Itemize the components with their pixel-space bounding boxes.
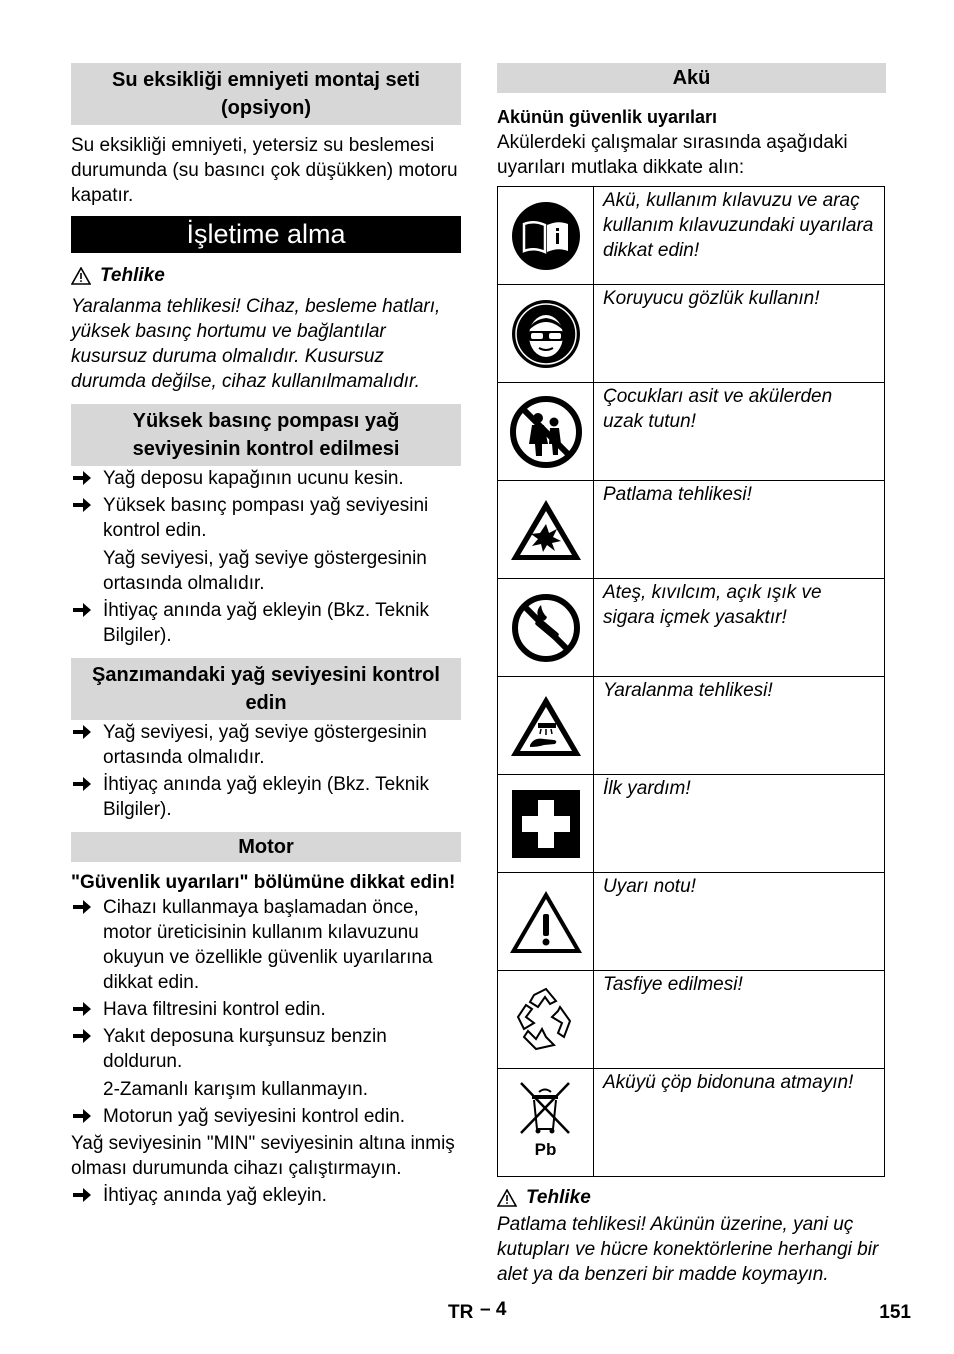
right-column	[497, 63, 886, 1287]
pump-oil-steps	[71, 466, 461, 543]
no-fire-icon	[511, 593, 581, 663]
no-children-icon	[508, 394, 584, 470]
warning-triangle-icon	[497, 1189, 517, 1207]
arrow-icon	[73, 470, 91, 486]
pump-oil-note: Yağ seviyesi, yağ seviye göstergesinin ortasında olmalıdır.	[103, 548, 427, 594]
symbol-text: Uyarı notu!	[594, 873, 885, 971]
warning-triangle-icon	[71, 267, 91, 285]
list-item: İhtiyaç anında yağ ekleyin (Bkz. Teknik Bilgiler).	[71, 772, 461, 822]
page-number: 151	[879, 1302, 911, 1323]
section-heading-battery: Akü	[497, 63, 886, 93]
arrow-icon	[73, 497, 91, 513]
symbol-text: Aküyü çöp bidonuna atmayın!	[594, 1069, 885, 1177]
list-item: İhtiyaç anında yağ ekleyin.	[71, 1183, 461, 1208]
danger-label	[71, 263, 461, 288]
motor-steps-3	[71, 1183, 461, 1208]
danger-label-battery	[497, 1185, 886, 1210]
recycle-icon	[510, 985, 582, 1055]
danger-label-text: Tehlike	[100, 265, 165, 286]
battery-intro: Akülerdeki çalışmalar sırasında aşağıdaki uyarıları mutlaka dikkate alın:	[497, 132, 848, 178]
language-code: TR	[448, 1302, 474, 1323]
arrow-icon	[73, 1187, 91, 1203]
danger-label-text: Tehlike	[526, 1187, 591, 1208]
arrow-icon	[73, 602, 91, 618]
section-heading-water-safety: Su eksikliği emniyeti montaj seti (opsiyon)	[71, 63, 461, 125]
section-heading-pump-oil: Yüksek basınç pompası yağ seviyesinin kontrol edilmesi	[71, 404, 461, 466]
table-row	[498, 383, 885, 481]
battery-symbol-table	[497, 186, 885, 1177]
arrow-icon	[73, 776, 91, 792]
symbol-cell	[498, 677, 594, 775]
list-item: İhtiyaç anında yağ ekleyin (Bkz. Teknik Bilgiler).	[71, 598, 461, 648]
table-row	[498, 285, 885, 383]
water-safety-text: Su eksikliği emniyeti, yetersiz su beslemesi durumunda (su basıncı çok düşükken) motoru kapatır.	[71, 135, 458, 206]
table-row	[498, 677, 885, 775]
symbol-text: Tasfiye edilmesi!	[594, 971, 885, 1069]
symbol-cell	[498, 1069, 594, 1177]
main-heading: İşletime alma	[71, 216, 461, 253]
list-item: Yağ seviyesi, yağ seviye göstergesinin ortasında olmalıdır.	[71, 720, 461, 770]
table-row	[498, 775, 885, 873]
arrow-icon	[73, 1028, 91, 1044]
symbol-text: Ateş, kıvılcım, açık ışık ve sigara içmek yasaktır!	[594, 579, 885, 677]
symbol-cell	[498, 383, 594, 481]
manual-icon	[510, 200, 582, 272]
symbol-text: Çocukları asit ve akülerden uzak tutun!	[594, 383, 885, 481]
symbol-text: Patlama tehlikesi!	[594, 481, 885, 579]
battery-subtitle: Akünün güvenlik uyarıları	[497, 107, 718, 127]
symbol-cell	[498, 971, 594, 1069]
symbol-cell	[498, 481, 594, 579]
motor-steps-2	[71, 1104, 461, 1129]
symbol-cell	[498, 775, 594, 873]
section-heading-motor: Motor	[71, 832, 461, 862]
list-item: Yakıt deposuna kurşunsuz benzin doldurun.	[71, 1024, 461, 1074]
symbol-cell	[498, 187, 594, 285]
list-item: Cihazı kullanmaya başlamadan önce, motor üreticisinin kullanım kılavuzunu okuyun ve özellikle güvenlik uyarılarına dikkat edin.	[71, 895, 461, 995]
list-item: Yüksek basınç pompası yağ seviyesini kontrol edin.	[71, 493, 461, 543]
list-item: Hava filtresini kontrol edin.	[71, 997, 461, 1022]
symbol-text: İlk yardım!	[594, 775, 885, 873]
table-row	[498, 481, 885, 579]
symbol-text: Yaralanma tehlikesi!	[594, 677, 885, 775]
danger-text: Yaralanma tehlikesi! Cihaz, besleme hatları, yüksek basınç hortumu ve bağlantılar kusursuz duruma olmalıdır. Kusursuz durumda değilse, cihaz kullanılmamalıdır.	[71, 296, 441, 392]
symbol-cell	[498, 579, 594, 677]
first-aid-icon	[510, 788, 582, 860]
symbol-text: Akü, kullanım kılavuzu ve araç kullanım kılavuzundaki uyarılara dikkat edin!	[594, 187, 885, 285]
table-row	[498, 579, 885, 677]
list-item: Motorun yağ seviyesini kontrol edin.	[71, 1104, 461, 1129]
table-row	[498, 873, 885, 971]
warning-icon	[507, 888, 585, 956]
list-item: Yağ deposu kapağının ucunu kesin.	[71, 466, 461, 491]
motor-min-level-text: Yağ seviyesinin "MIN" seviyesinin altına inmiş olması durumunda cihazı çalıştırmayın.	[71, 1133, 455, 1179]
goggles-icon	[510, 298, 582, 370]
no-bin-icon	[515, 1079, 577, 1137]
table-row	[498, 971, 885, 1069]
local-page-number: – 4	[480, 1299, 507, 1320]
table-row	[498, 1069, 885, 1177]
arrow-icon	[73, 899, 91, 915]
pump-oil-steps-2	[71, 598, 461, 648]
arrow-icon	[73, 724, 91, 740]
arrow-icon	[73, 1108, 91, 1124]
motor-note: 2-Zamanlı karışım kullanmayın.	[103, 1079, 369, 1100]
gearbox-oil-steps	[71, 720, 461, 822]
table-row	[498, 187, 885, 285]
battery-danger-text: Patlama tehlikesi! Akünün üzerine, yani uç kutupları ve hücre konektörlerine herhangi bir alet ya da benzeri bir madde koymayın.	[497, 1214, 879, 1285]
motor-safety-note: "Güvenlik uyarıları" bölümüne dikkat edin!	[71, 872, 456, 893]
left-column	[71, 63, 461, 1208]
symbol-text: Koruyucu gözlük kullanın!	[594, 285, 885, 383]
explosion-icon	[508, 497, 584, 563]
page-footer	[0, 1297, 954, 1327]
section-heading-gearbox-oil: Şanzımandaki yağ seviyesini kontrol edin	[71, 658, 461, 720]
symbol-cell	[498, 873, 594, 971]
symbol-cell	[498, 285, 594, 383]
corrosive-icon	[508, 693, 584, 759]
pb-label: Pb	[534, 1140, 557, 1159]
motor-steps	[71, 895, 461, 1074]
arrow-icon	[73, 1001, 91, 1017]
